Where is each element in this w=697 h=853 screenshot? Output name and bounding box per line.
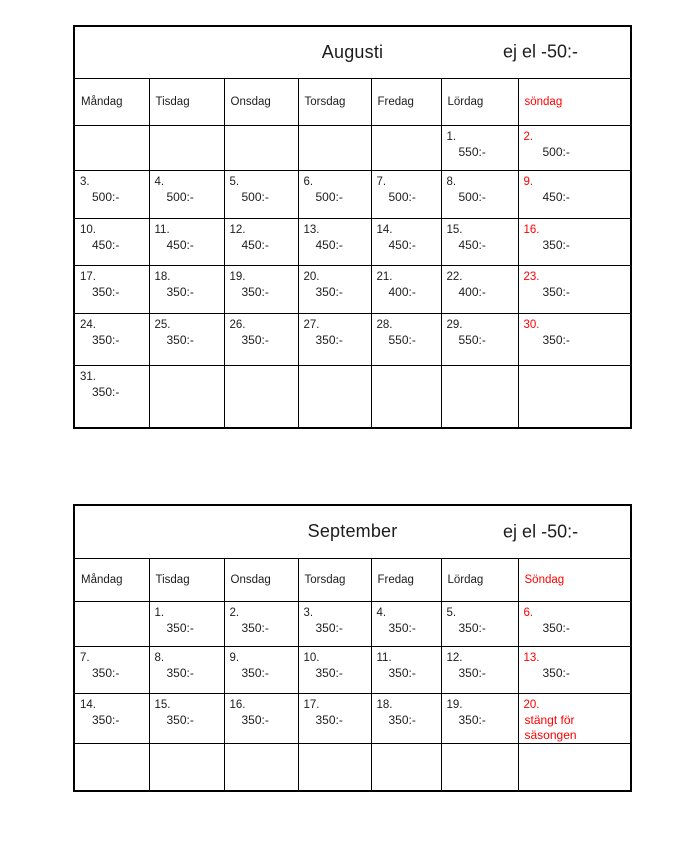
day-price: 500:- (542, 144, 570, 159)
day-price: 500:- (92, 189, 120, 204)
day-number: 27. (303, 318, 320, 331)
calendar-day-cell (74, 265, 149, 313)
calendar-day-cell (74, 693, 149, 743)
calendar-empty-cell (298, 743, 371, 791)
calendar-day-cell (371, 601, 441, 646)
day-price: 350:- (166, 712, 194, 727)
calendar-empty-cell (371, 125, 441, 170)
day-price: 500:- (388, 189, 416, 204)
day-header-wednesday: Onsdag (224, 78, 298, 125)
day-number: 1. (154, 606, 165, 619)
day-price: 450:- (92, 237, 120, 252)
day-price (519, 748, 631, 749)
calendar-day-cell (518, 218, 631, 265)
calendar-day-cell (298, 646, 371, 693)
day-price (299, 130, 371, 131)
day-header-monday: Måndag (74, 78, 149, 125)
day-price: 500:- (241, 189, 269, 204)
day-price: 350:- (241, 665, 269, 680)
calendar-day-cell (224, 170, 298, 218)
calendar-empty-cell (149, 125, 224, 170)
day-price: 350:- (542, 665, 570, 680)
day-header-saturday: Lördag (441, 78, 518, 125)
day-number: 19. (446, 698, 463, 711)
electricity-surcharge-note: ej el -50:- (503, 521, 579, 542)
day-price: 350:- (542, 332, 570, 347)
calendar-day-cell (298, 265, 371, 313)
day-price (75, 130, 149, 131)
day-number: 8. (154, 651, 165, 664)
day-header-saturday: Lördag (441, 558, 518, 601)
calendar-day-cell (441, 601, 518, 646)
day-number: 30. (523, 318, 540, 331)
day-price (150, 370, 224, 371)
calendar-day-cell (441, 313, 518, 365)
day-price (150, 748, 224, 749)
calendar-day-cell (149, 265, 224, 313)
calendar-day-cell (441, 218, 518, 265)
day-price (225, 748, 298, 749)
day-number: 19. (229, 270, 246, 283)
day-price (519, 370, 631, 371)
day-number: 3. (80, 175, 90, 188)
calendar-day-cell (224, 265, 298, 313)
day-price: 350:- (241, 620, 269, 635)
week-row (74, 170, 631, 218)
day-price (225, 130, 298, 131)
day-number: 10. (80, 223, 96, 236)
calendar-day-cell (441, 646, 518, 693)
day-price: 450:- (542, 189, 570, 204)
calendar-day-cell (518, 313, 631, 365)
day-number: 11. (376, 651, 392, 664)
day-number: 13. (303, 223, 320, 236)
day-price (372, 370, 441, 371)
calendar-day-cell (149, 313, 224, 365)
day-price: 400:- (388, 284, 416, 299)
day-price (442, 370, 518, 371)
calendar-empty-cell (371, 365, 441, 428)
calendar-day-cell (371, 646, 441, 693)
calendar-empty-cell (518, 743, 631, 791)
day-number: 3. (303, 606, 314, 619)
day-number: 2. (523, 130, 534, 143)
day-price: 350:- (241, 712, 269, 727)
calendar-title-row (74, 26, 631, 78)
calendar-empty-cell (224, 743, 298, 791)
day-number: 14. (376, 223, 393, 236)
day-price: 350:- (315, 665, 343, 680)
calendar-day-cell (518, 646, 631, 693)
day-number: 6. (523, 606, 534, 619)
day-number: 26. (229, 318, 246, 331)
week-row (74, 365, 631, 428)
day-price: 400:- (458, 284, 486, 299)
august-calendar-table (73, 25, 632, 429)
day-number: 7. (376, 175, 387, 188)
calendar-day-cell (224, 693, 298, 743)
calendars-container (0, 25, 697, 792)
week-row (74, 743, 631, 791)
day-price: 350:- (166, 665, 194, 680)
day-price (372, 748, 441, 749)
calendar-empty-cell (298, 365, 371, 428)
day-price: 350:- (315, 284, 343, 299)
day-price: 350:- (388, 665, 416, 680)
week-row (74, 125, 631, 170)
day-number: 9. (523, 175, 534, 188)
day-price (372, 130, 441, 131)
calendar-day-cell (518, 125, 631, 170)
day-number: 11. (154, 223, 170, 236)
day-price: 350:- (458, 620, 486, 635)
calendar-day-cell (371, 313, 441, 365)
day-number: 13. (523, 651, 540, 664)
day-header-tuesday: Tisdag (149, 558, 224, 601)
day-header-monday: Måndag (74, 558, 149, 601)
calendar-day-cell (224, 218, 298, 265)
day-price: 350:- (315, 620, 343, 635)
calendar-empty-cell (149, 365, 224, 428)
calendar-day-cell (224, 646, 298, 693)
day-price: 350:- (166, 284, 194, 299)
calendar-day-cell (371, 170, 441, 218)
day-number: 22. (446, 270, 463, 283)
day-price (299, 370, 371, 371)
day-number: 10. (303, 651, 320, 664)
day-number: 18. (376, 698, 393, 711)
calendar-day-cell (441, 170, 518, 218)
calendar-day-cell (298, 601, 371, 646)
calendar-empty-cell (74, 125, 149, 170)
calendar-day-cell (74, 365, 149, 428)
price-list-page (0, 25, 697, 853)
week-row (74, 693, 631, 743)
day-price (150, 130, 224, 131)
day-price: 500:- (458, 189, 486, 204)
day-number: 18. (154, 270, 171, 283)
day-price: 350:- (542, 284, 570, 299)
calendar-day-cell (371, 265, 441, 313)
day-price: 350:- (166, 332, 194, 347)
week-row (74, 218, 631, 265)
day-number: 9. (229, 651, 240, 664)
calendar-day-cell (224, 313, 298, 365)
calendar-day-cell (371, 693, 441, 743)
day-number: 29. (446, 318, 463, 331)
day-header-sunday: Söndag (518, 558, 631, 601)
day-number: 16. (523, 223, 540, 236)
calendar-day-cell (371, 218, 441, 265)
day-number: 16. (229, 698, 246, 711)
day-price: 350:- (241, 284, 269, 299)
calendar-day-cell (74, 218, 149, 265)
day-number: 6. (303, 175, 314, 188)
week-row (74, 313, 631, 365)
day-price: 450:- (458, 237, 486, 252)
calendar-empty-cell (518, 365, 631, 428)
day-price: 350:- (542, 620, 570, 635)
day-price (442, 748, 518, 749)
calendar-day-cell (149, 218, 224, 265)
calendar-day-cell (518, 265, 631, 313)
calendar-day-cell (149, 693, 224, 743)
day-number: 14. (80, 698, 96, 711)
day-price: 450:- (241, 237, 269, 252)
day-header-thursday: Torsdag (298, 558, 371, 601)
day-price: 350:- (458, 665, 486, 680)
calendar-empty-cell (441, 743, 518, 791)
day-number: 4. (376, 606, 387, 619)
calendar-empty-cell (74, 601, 149, 646)
day-number: 8. (446, 175, 457, 188)
day-number: 31. (80, 370, 96, 383)
day-header-wednesday: Onsdag (224, 558, 298, 601)
calendar-day-cell (298, 693, 371, 743)
day-price: 350:- (92, 332, 120, 347)
day-header-friday: Fredag (371, 558, 441, 601)
day-price: 500:- (166, 189, 194, 204)
day-number: 20. (523, 698, 540, 711)
day-price: 550:- (458, 332, 486, 347)
day-price: 450:- (388, 237, 416, 252)
calendar-empty-cell (298, 125, 371, 170)
day-price: 350:- (542, 237, 570, 252)
calendar-day-cell (441, 125, 518, 170)
calendar-empty-cell (149, 743, 224, 791)
day-number: 12. (446, 651, 463, 664)
calendar-day-cell (518, 601, 631, 646)
day-number: 15. (446, 223, 463, 236)
calendar-day-cell (149, 170, 224, 218)
month-title: September (307, 521, 398, 542)
day-price: 350:- (315, 712, 343, 727)
day-number: 4. (154, 175, 165, 188)
day-price: 350:- (241, 332, 269, 347)
day-price: 350:- (92, 384, 120, 399)
calendar-day-cell (298, 170, 371, 218)
calendar-day-cell (74, 646, 149, 693)
calendar-empty-cell (74, 743, 149, 791)
calendar-empty-cell (441, 365, 518, 428)
day-number: 12. (229, 223, 246, 236)
day-price (75, 748, 149, 749)
calendar-empty-cell (371, 743, 441, 791)
closed-for-season-note: stängt för säsongen (524, 712, 577, 742)
day-number: 25. (154, 318, 171, 331)
day-price: 550:- (388, 332, 416, 347)
day-number: 28. (376, 318, 393, 331)
calendar-empty-cell (224, 125, 298, 170)
calendar-empty-cell (224, 365, 298, 428)
calendar-day-cell (518, 693, 631, 743)
day-number: 23. (523, 270, 540, 283)
calendar-title-row (74, 505, 631, 558)
day-price (225, 370, 298, 371)
day-price: 450:- (315, 237, 343, 252)
calendar-day-cell (224, 601, 298, 646)
day-price: 550:- (458, 144, 486, 159)
day-price: 450:- (166, 237, 194, 252)
month-title: Augusti (321, 41, 384, 62)
day-price (75, 606, 149, 607)
day-number: 7. (80, 651, 90, 664)
week-row (74, 601, 631, 646)
day-price (299, 748, 371, 749)
calendar-day-cell (149, 646, 224, 693)
day-header-tuesday: Tisdag (149, 78, 224, 125)
day-header-sunday: söndag (518, 78, 631, 125)
week-row (74, 265, 631, 313)
day-price: 500:- (315, 189, 343, 204)
calendar-day-cell (441, 265, 518, 313)
day-number: 1. (446, 130, 457, 143)
day-number: 2. (229, 606, 240, 619)
day-header-thursday: Torsdag (298, 78, 371, 125)
day-number: 5. (446, 606, 457, 619)
calendar-day-cell (298, 313, 371, 365)
day-number: 21. (376, 270, 393, 283)
day-price: 350:- (388, 712, 416, 727)
day-price: 350:- (166, 620, 194, 635)
calendar-day-cell (441, 693, 518, 743)
calendar-day-cell (74, 170, 149, 218)
day-number: 5. (229, 175, 240, 188)
calendar-day-cell (298, 218, 371, 265)
day-number: 17. (80, 270, 96, 283)
day-number: 20. (303, 270, 320, 283)
day-number: 17. (303, 698, 320, 711)
day-price: 350:- (388, 620, 416, 635)
day-price: 350:- (458, 712, 486, 727)
september-calendar-table (73, 504, 632, 792)
day-number: 24. (80, 318, 96, 331)
day-price: 350:- (92, 712, 120, 727)
calendar-day-cell (74, 313, 149, 365)
week-row (74, 646, 631, 693)
day-price: 350:- (315, 332, 343, 347)
calendar-day-cell (149, 601, 224, 646)
day-price: 350:- (92, 665, 120, 680)
electricity-surcharge-note: ej el -50:- (502, 41, 579, 62)
day-number: 15. (154, 698, 171, 711)
calendar-day-cell (518, 170, 631, 218)
day-price: 350:- (92, 284, 120, 299)
day-header-friday: Fredag (371, 78, 441, 125)
